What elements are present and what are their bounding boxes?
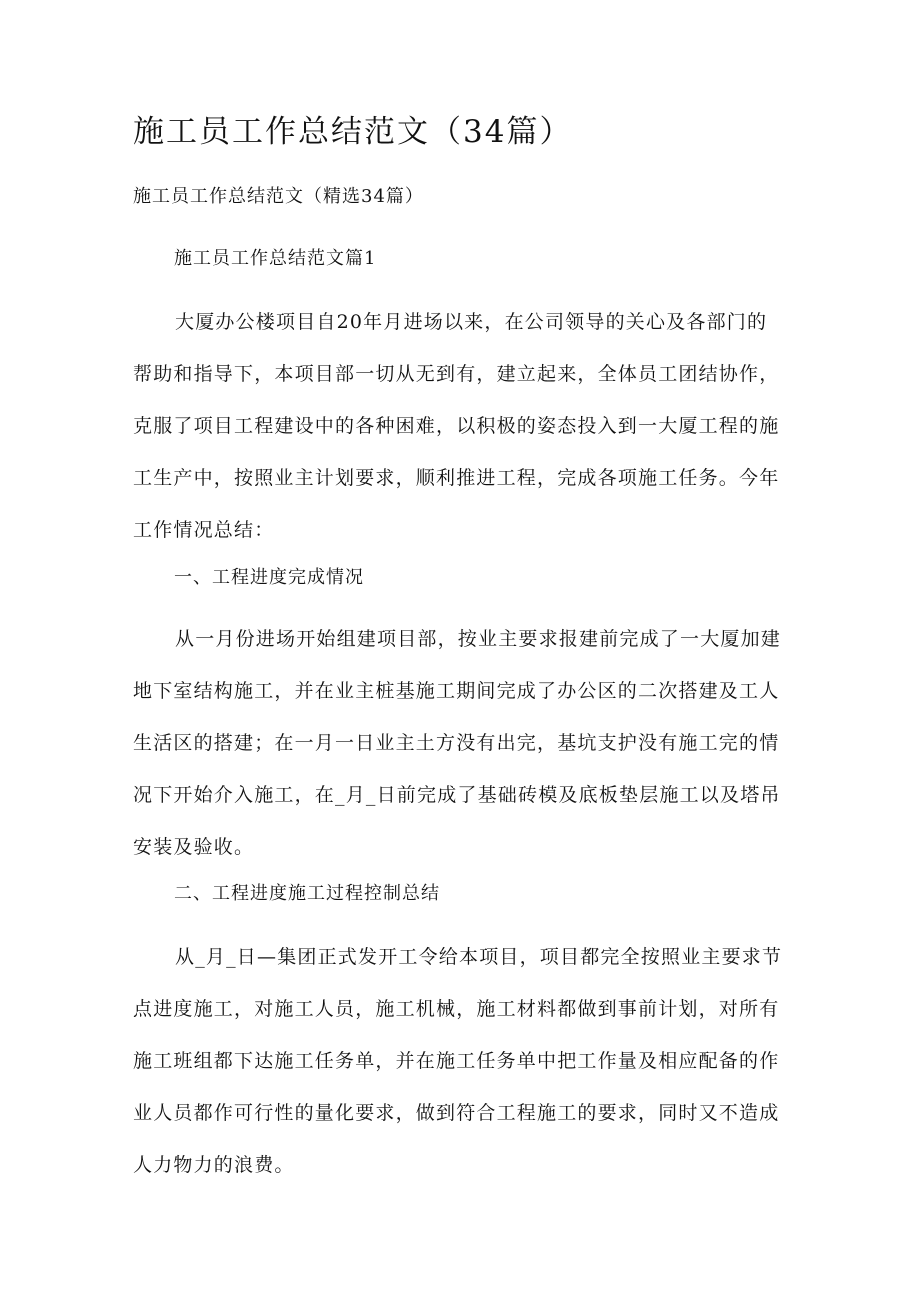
- document-subtitle: 施工员工作总结范文（精选34篇）: [133, 186, 424, 207]
- paragraph-line: 从_月_日—集团正式发开工令给本项目，项目都完全按照业主要求节: [175, 946, 783, 968]
- paragraph-line: 人力物力的浪费。: [133, 1154, 295, 1176]
- paragraph-line: 安装及验收。: [133, 836, 255, 858]
- paragraph-line: 工生产中，按照业主计划要求，顺利推进工程，完成各项施工任务。今年: [133, 467, 780, 489]
- paragraph-line: 点进度施工，对施工人员，施工机械，施工材料都做到事前计划，对所有: [133, 998, 780, 1020]
- paragraph-line: 克服了项目工程建设中的各种困难，以积极的姿态投入到一大厦工程的施: [133, 415, 780, 437]
- article-heading: 施工员工作总结范文篇1: [174, 248, 377, 269]
- paragraph-line: 业人员都作可行性的量化要求，做到符合工程施工的要求，同时又不造成: [133, 1102, 780, 1124]
- intro-paragraph: [133, 309, 783, 569]
- section2-paragraph: [133, 944, 783, 1204]
- paragraph-line: 从一月份进场开始组建项目部，按业主要求报建前完成了一大厦加建: [175, 628, 782, 650]
- section-heading-progress: 一、工程进度完成情况: [174, 567, 364, 588]
- paragraph-line: 工作情况总结：: [133, 519, 275, 541]
- document-title: 施工员工作总结范文（34篇）: [133, 114, 573, 150]
- paragraph-line: 帮助和指导下，本项目部一切从无到有，建立起来，全体员工团结协作，: [133, 363, 780, 385]
- paragraph-line: 施工班组都下达施工任务单，并在施工任务单中把工作量及相应配备的作: [133, 1050, 780, 1072]
- paragraph-line: 生活区的搭建；在一月一日业主土方没有出完，基坑支护没有施工完的情: [133, 732, 780, 754]
- section-heading-process-control: 二、工程进度施工过程控制总结: [174, 883, 440, 904]
- paragraph-line: 地下室结构施工，并在业主桩基施工期间完成了办公区的二次搭建及工人: [133, 680, 780, 702]
- paragraph-line: 大厦办公楼项目自20年月进场以来，在公司领导的关心及各部门的: [175, 311, 768, 333]
- section1-paragraph: [133, 626, 783, 886]
- paragraph-line: 况下开始介入施工，在_月_日前完成了基础砖模及底板垫层施工以及塔吊: [133, 784, 781, 806]
